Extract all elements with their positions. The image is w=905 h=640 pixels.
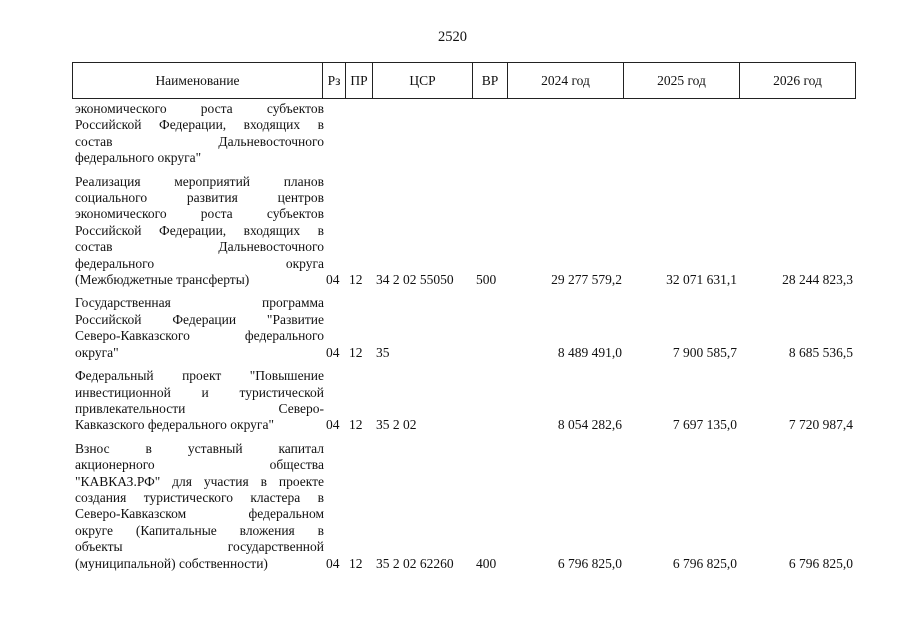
row-name-line: Федеральный проект "Повышение (75, 368, 324, 384)
row-name-line: состав Дальневосточного (75, 133, 324, 149)
row-name-line: Взнос в уставный капитал (75, 440, 324, 456)
header-name: Наименование (73, 63, 323, 98)
cell-csr: 34 2 02 55050 (376, 272, 454, 288)
page-number: 2520 (438, 29, 467, 45)
header-csr: ЦСР (373, 63, 473, 98)
cell-2025: 7 900 585,7 (672, 344, 737, 360)
row-name-line: федерального округа" (75, 150, 202, 166)
cell-2024: 8 054 282,6 (557, 417, 622, 433)
table-header (72, 62, 856, 99)
budget-table (72, 62, 856, 579)
row-values (72, 150, 856, 166)
cell-csr: 35 (376, 344, 390, 360)
cell-2024: 6 796 825,0 (557, 555, 622, 571)
header-2026: 2026 год (773, 73, 822, 88)
row-name-line: округа" (75, 344, 119, 360)
row-name-line: округе (Капитальные вложения в (75, 522, 324, 538)
cell-2025: 32 071 631,1 (666, 272, 737, 288)
row-name-line: экономического роста субъектов (75, 206, 324, 222)
row-name-line: акционерного общества (75, 457, 324, 473)
cell-rz: 04 (326, 555, 340, 571)
cell-2026: 7 720 987,4 (788, 417, 853, 433)
row-name-line: Северо-Кавказского федерального (75, 328, 324, 344)
table-row (72, 295, 856, 361)
cell-2024: 8 489 491,0 (557, 344, 622, 360)
table-row (72, 368, 856, 434)
row-name (75, 441, 324, 572)
row-name-line: состав Дальневосточного (75, 239, 324, 255)
row-name-line: привлекательности Северо- (75, 400, 324, 416)
cell-rz: 04 (326, 272, 340, 288)
cell-rz: 04 (326, 417, 340, 433)
cell-2026: 28 244 823,3 (782, 272, 853, 288)
table-row (72, 174, 856, 289)
cell-vr: 500 (476, 272, 497, 288)
cell-csr: 35 2 02 62260 (376, 555, 454, 571)
row-name-line: Кавказского федерального округа" (75, 417, 274, 433)
header-2024: 2024 год (508, 63, 624, 98)
row-values (72, 345, 856, 361)
row-name-line: (муниципальной) собственности) (75, 555, 268, 571)
row-name-line: Российской Федерации, входящих в (75, 222, 324, 238)
row-name-line: Реализация мероприятий планов (75, 173, 324, 189)
cell-2024: 29 277 579,2 (551, 272, 622, 288)
header-rz: Рз (323, 63, 346, 98)
table-row (72, 101, 856, 167)
cell-2025: 7 697 135,0 (672, 417, 737, 433)
header-2025: 2025 год (624, 63, 740, 98)
row-name-line: федерального округа (75, 255, 324, 271)
row-name-line: Государственная программа (75, 295, 324, 311)
row-name-line: экономического роста субъектов (75, 101, 324, 116)
row-name-line: инвестиционной и туристической (75, 384, 324, 400)
row-name-line: Российской Федерации "Развитие (75, 311, 324, 327)
cell-pr: 12 (349, 344, 363, 360)
row-name-line: Российской Федерации, входящих в (75, 117, 324, 133)
row-values (72, 272, 856, 288)
row-name-line: социального развития центров (75, 190, 324, 206)
cell-2025: 6 796 825,0 (672, 555, 737, 571)
cell-rz: 04 (326, 344, 340, 360)
row-name-line: "КАВКАЗ.РФ" для участия в проекте (75, 473, 324, 489)
cell-csr: 35 2 02 (376, 417, 417, 433)
header-pr: ПР (346, 63, 373, 98)
table-row (72, 441, 856, 572)
row-name-line: (Межбюджетные трансферты) (75, 272, 250, 288)
cell-vr: 400 (476, 555, 497, 571)
cell-pr: 12 (349, 417, 363, 433)
row-values (72, 556, 856, 572)
row-name-line: создания туристического кластера в (75, 489, 324, 505)
cell-pr: 12 (349, 272, 363, 288)
row-values (72, 417, 856, 433)
table-body (72, 101, 856, 572)
row-name-line: объекты государственной (75, 539, 324, 555)
cell-2026: 6 796 825,0 (788, 555, 853, 571)
row-name-line: Северо-Кавказском федеральном (75, 506, 324, 522)
cell-2026: 8 685 536,5 (788, 344, 853, 360)
header-vr: ВР (473, 63, 508, 98)
cell-pr: 12 (349, 555, 363, 571)
